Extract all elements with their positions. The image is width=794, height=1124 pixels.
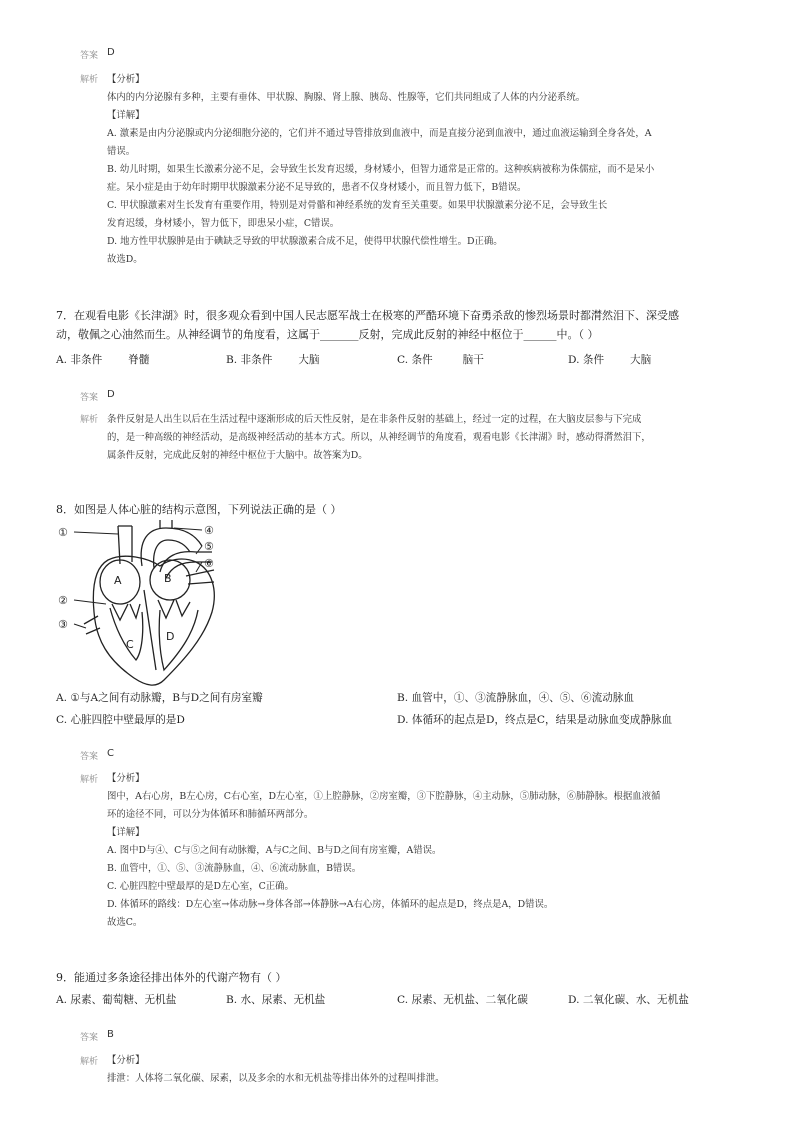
q8-option-a[interactable]: A. ①与A之间有动脉瓣，B与D之间有房室瓣	[56, 692, 263, 704]
analysis-label: 解析	[80, 415, 99, 425]
analysis-block-9	[107, 1052, 445, 1088]
analysis-line: 条件反射是人出生以后在生活过程中逐渐形成的后天性反射，是在非条件反射的基础上，经过一定的过程，在大脑皮层参与下完成	[107, 414, 642, 425]
analysis-block-6	[107, 71, 654, 269]
mitral-valve	[158, 600, 190, 618]
q8-option-b[interactable]: B. 血管中，①、③流静脉血，④、⑤、⑥流动脉血	[397, 692, 634, 704]
answer-value: D	[107, 389, 115, 400]
label-2: ②	[58, 594, 68, 607]
analysis-line: 【分析】	[107, 74, 145, 85]
septum	[144, 590, 156, 670]
analysis-label: 解析	[80, 1057, 99, 1067]
analysis-line: A. 激素是由内分泌腺或内分泌细胞分泌的，它们并不通过导管排放到血液中，而是直接分泌到血液中，通过血液运输到全身各处，A	[107, 128, 652, 139]
heart-outline	[93, 556, 214, 685]
label-1: ①	[58, 526, 68, 539]
analysis-line: 体内的内分泌腺有多种，主要有垂体、甲状腺、胸腺、肾上腺、胰岛、性腺等，它们共同组成了人体的内分泌系统。	[107, 92, 586, 103]
analysis-line: D. 体循环的路线：D左心室→体动脉→身体各部→体静脉→A右心房，体循环的起点是D，终点是A，D错误。	[107, 899, 554, 910]
analysis-line: C. 心脏四腔中壁最厚的是D左心室，C正确。	[107, 881, 294, 892]
analysis-line: 【分析】	[107, 773, 145, 784]
analysis-line: 【详解】	[107, 110, 145, 121]
q9-option-a[interactable]: A. 尿素、葡萄糖、无机盐	[56, 994, 177, 1006]
analysis-line: 属条件反射，完成此反射的神经中枢位于大脑中。故答案为D。	[107, 450, 368, 461]
analysis-line: 图中，A右心房，B左心房，C右心室，D左心室，①上腔静脉，②房室瓣，③下腔静脉，④主动脉，⑤肺动脉，⑥肺静脉。根据血液循	[107, 791, 661, 802]
answer-label: 答案	[80, 393, 99, 403]
answer-label: 答案	[80, 752, 99, 762]
analysis-line: A. 图中D与④、C与⑤之间有动脉瓣，A与C之间、B与D之间有房室瓣，A错误。	[107, 845, 442, 856]
analysis-label: 解析	[80, 75, 99, 85]
analysis-line: 症。呆小症是由于幼年时期甲状腺激素分泌不足导致的，患者不仅身材矮小，而且智力低下，B错误。	[107, 182, 527, 193]
label-6: ⑥	[204, 557, 214, 570]
label-c: C	[126, 638, 134, 651]
question-line: 7．在观看电影《长津湖》时，很多观众看到中国人民志愿军战士在极寒的严酷环境下奋勇杀敌的惨烈场景时都潸然泪下、深受感	[56, 309, 679, 322]
answer-label: 答案	[80, 51, 99, 61]
analysis-line: B. 血管中，①、⑤、③流静脉血，④、⑥流动脉血，B错误。	[107, 863, 362, 874]
superior-vena-cava	[118, 526, 132, 564]
q8-option-c[interactable]: C. 心脏四腔中壁最厚的是D	[56, 714, 185, 726]
analysis-line: 的，是一种高级的神经活动，是高级神经活动的基本方式。所以，从神经调节的角度看，观看电影《长津湖》时，感动得潸然泪下，	[107, 432, 651, 443]
analysis-line: 环的途径不同，可以分为体循环和肺循环两部分。	[107, 809, 314, 820]
label-5: ⑤	[204, 540, 214, 553]
analysis-line: 故选C。	[107, 917, 143, 928]
analysis-label: 解析	[80, 775, 99, 785]
q9-option-c[interactable]: C. 尿素、无机盐、二氧化碳	[397, 994, 528, 1006]
analysis-line: 排泄：人体将二氧化碳、尿素，以及多余的水和无机盐等排出体外的过程叫排泄。	[107, 1073, 445, 1084]
heart-diagram	[56, 520, 256, 690]
analysis-line: B. 幼儿时期，如果生长激素分泌不足，会导致生长发育迟缓，身材矮小，但智力通常是正常的。这种疾病被称为侏儒症，而不是呆小	[107, 164, 655, 175]
q7-option-a[interactable]: A. 非条件 脊髓	[56, 354, 150, 366]
label-3: ③	[58, 618, 68, 631]
question-7-stem	[56, 306, 679, 344]
analysis-block-8	[107, 770, 660, 932]
right-ventricle	[110, 608, 143, 660]
q9-option-d[interactable]: D. 二氧化碳、水、无机盐	[568, 994, 689, 1006]
analysis-line: 发育迟缓，身材矮小，智力低下，即患呆小症，C错误。	[107, 218, 340, 229]
answer-value: C	[107, 748, 114, 759]
answer-value: B	[107, 1029, 114, 1040]
analysis-line: D. 地方性甲状腺肿是由于碘缺乏导致的甲状腺激素合成不足，使得甲状腺代偿性增生。D正确。	[107, 236, 503, 247]
label-a: A	[114, 574, 122, 587]
q7-option-c[interactable]: C. 条件 脑干	[397, 354, 484, 366]
analysis-block-7	[107, 411, 651, 465]
analysis-line: 故选D。	[107, 254, 143, 265]
analysis-line: 【分析】	[107, 1055, 145, 1066]
question-line: 动，敬佩之心油然而生。从神经调节的角度看，这属于_______反射，完成此反射的神经中枢位于______中。（ ）	[56, 328, 599, 341]
analysis-line: 【详解】	[107, 827, 145, 838]
answer-value: D	[107, 47, 115, 58]
question-8-stem: 8．如图是人体心脏的结构示意图，下列说法正确的是（ ）	[56, 503, 342, 516]
q7-option-b[interactable]: B. 非条件 大脑	[226, 354, 320, 366]
label-d: D	[166, 630, 175, 643]
tricuspid-valve	[112, 604, 140, 620]
label-4: ④	[204, 524, 214, 537]
q8-option-d[interactable]: D. 体循环的起点是D，终点是C，结果是动脉血变成静脉血	[397, 714, 673, 726]
analysis-line: 错误。	[107, 146, 136, 157]
analysis-line: C. 甲状腺激素对生长发育有重要作用，特别是对骨骼和神经系统的发育至关重要。如果甲状腺激素分泌不足，会导致生长	[107, 200, 608, 211]
answer-label: 答案	[80, 1033, 99, 1043]
q9-option-b[interactable]: B. 水、尿素、无机盐	[226, 994, 326, 1006]
question-9-stem: 9．能通过多条途径排出体外的代谢产物有（ ）	[56, 971, 287, 984]
label-b: B	[164, 572, 172, 585]
q7-option-d[interactable]: D. 条件 大脑	[568, 354, 652, 366]
